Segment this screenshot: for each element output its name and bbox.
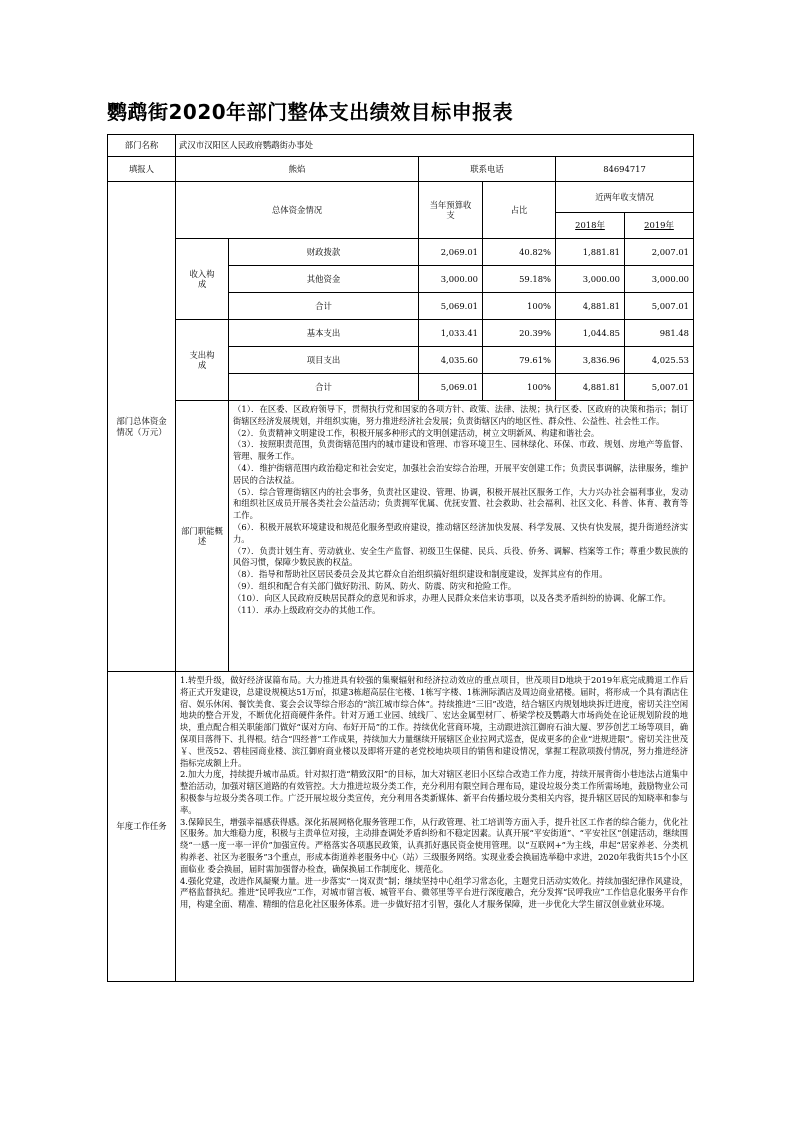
tasks-row xyxy=(108,672,694,982)
income-row-label: 财政拨款 xyxy=(229,239,419,266)
page-title: 鹦鹉街2020年部门整体支出绩效目标申报表 xyxy=(107,100,514,124)
dept-row xyxy=(108,135,694,157)
tasks-item: 2.加大力度，持续提升城市品质。针对拟打造“精致汉阳”的目标，加大对辖区老旧小区综合改造工作力度，持续开展背街小巷违法占道集中整治活动，加强对辖区道路的有效管控。大力推进垃圾分类工作，充分利用有限空间合理布局，建设垃圾分类工作所需场地，鼓励物业公司积极参与垃圾分类各项工作。广泛开展垃圾分类宣传，充分利用各类新媒体、新平台传播垃圾分类相关内容，提升辖区居民的知晓率和参与率。 xyxy=(180,769,689,815)
income-budget: 3,000.00 xyxy=(419,266,483,293)
income-budget: 5,069.01 xyxy=(419,293,483,320)
budget-header: 当年预算收支 xyxy=(419,182,483,239)
expense-2019: 5,007.01 xyxy=(625,374,694,401)
functions-item: （7）．负责计划生育、劳动就业、安全生产监督、初级卫生保健、民兵、兵役、侨务、调解、档案等工作；尊重少数民族的风俗习惯，保障少数民族的权益。 xyxy=(233,545,689,568)
expense-row xyxy=(108,320,694,347)
income-2018: 3,000.00 xyxy=(556,266,625,293)
functions-item: （6）．积极开展软环境建设和规范化服务型政府建设，推动辖区经济加快发展、科学发展、又快有快发展，提升街道经济实力。 xyxy=(233,521,689,544)
tasks-item: 4.强化党建，改进作风凝聚力量。进一步落实“一岗双责”制；继续坚持中心组学习常态化，主题党日活动实效化。持续加强纪律作风建设，严格监督执纪。推进“民呼我应”工作，对城市留言板、城管平台、微邻里等平台进行深度融合，充分发挥“民呼我应”工作信息化服务平台作用，构建全面、精准、精细的信息化社区服务体系。进一步做好招才引智，强化人才服务保障，进一步优化大学生留汉创业就业环境。 xyxy=(180,875,689,910)
tasks-item: 1.转型升级，做好经济谋篇布局。大力推进具有较强的集聚辐射和经济拉动效应的重点项目，世茂项目D地块于2019年底完成腾退工作后将正式开发建设，总建设规模达51万㎡，拟建3栋超高层住宅楼、1栋写字楼、1栋洲际酒店及周边商业裙楼。届时，将形成一个具有酒店住宿、娱乐休闲、餐饮美食、宴会会议等综合形态的“滨江城市综合体”。持续推进“三旧”改造，结合辖区内规划地块拆迁进度，密切关注空闲地块的整合开发，不断优化招商硬件条件。针对万通工业园、绒线厂、宏达金属型材厂、桥梁学校及鹦鹉大市场尚处在论证规划阶段的地块，重点配合相关职能部门做好“谋对方向、布好开局”的工作。持续优化营商环境，主动跟进滨江御府石油大厦、罗莎创艺工场等项目，确保项目落得下、扎得根。结合“四经普”工作成果，持续加大力量继续开展辖区企业拉网式巡查，促成更多的企业“进规进限”。密切关注世茂￥、世茂52、碧桂园商业楼、滨江御府商业楼以及即将开建的老党校地块项目的销售和建设情况，掌握工程款项拨付情况，努力推进经济指标完成额上升。 xyxy=(180,675,689,768)
funds-header-row xyxy=(108,182,694,213)
funds-section-label: 部门总体资金情况（万元） xyxy=(108,182,176,672)
performance-table xyxy=(107,134,694,982)
filler-row xyxy=(108,157,694,182)
dept-name-label: 部门名称 xyxy=(108,135,176,157)
income-row-label: 合计 xyxy=(229,293,419,320)
income-ratio: 40.82% xyxy=(483,239,556,266)
overall-funds-header: 总体资金情况 xyxy=(176,182,419,239)
functions-item: （11）．承办上级政府交办的其他工作。 xyxy=(233,604,381,615)
dept-name-value: 武汉市汉阳区人民政府鹦鹉街办事处 xyxy=(176,135,694,157)
expense-2018: 1,044.85 xyxy=(556,320,625,347)
filler-value: 熊焰 xyxy=(176,157,419,182)
income-2019: 3,000.00 xyxy=(625,266,694,293)
functions-item: （10）．向区人民政府反映居民群众的意见和诉求，办理人民群众来信来访事项，以及各类矛盾纠纷的协调、化解工作。 xyxy=(233,592,671,603)
expense-row-label: 基本支出 xyxy=(229,320,419,347)
income-row xyxy=(108,239,694,266)
expense-2019: 4,025.53 xyxy=(625,347,694,374)
expense-row-label: 合计 xyxy=(229,374,419,401)
expense-ratio: 79.61% xyxy=(483,347,556,374)
functions-item: （3）．按照职责范围，负责街辖范围内的城市建设和管理、市容环境卫生、园林绿化、环保、市政、规划、房地产等监督、管理、服务工作。 xyxy=(233,439,689,462)
income-budget: 2,069.01 xyxy=(419,239,483,266)
expense-label: 支出构成 xyxy=(176,320,229,401)
year-2018-header: 2018年 xyxy=(556,213,625,239)
tasks-label: 年度工作任务 xyxy=(108,672,176,982)
tasks-item: 3.保障民生，增强幸福感获得感。深化拓展网格化服务管理工作，从行政管理、社工培训等方面入手，提升社区工作者的综合能力，优化社区服务。加大维稳力度，积极与主责单位对接，主动排查调处矛盾纠纷和不稳定因素。认真开展“平安街道”、“平安社区”创建活动，继续围绕“一感一度一率一评价”加强宣传。严格落实各项惠民政策，认真抓好惠民资金使用管理。以“互联网+”为主线，串起“居家养老、分类机构养老、社区为老服务”3个重点，形成本街道养老服务中心（站）三级服务网络。实现业委会换届选举稳中求进，2020年我街共15个小区面临业 委会换届，届时需加强督办检查，确保换届工作制度化、规范化。 xyxy=(180,816,689,874)
recent-years-header: 近两年收支情况 xyxy=(556,182,694,213)
income-ratio: 59.18% xyxy=(483,266,556,293)
functions-label: 部门职能概述 xyxy=(176,401,229,672)
income-2019: 2,007.01 xyxy=(625,239,694,266)
expense-row-label: 项目支出 xyxy=(229,347,419,374)
income-2018: 4,881.81 xyxy=(556,293,625,320)
functions-item: （9）．组织和配合有关部门做好防汛、防风、防火、防震、防灾和抢险工作。 xyxy=(233,580,517,591)
functions-item: （5）．综合管理街辖区内的社会事务，负责社区建设、管理、协调，积极开展社区服务工作，大力兴办社会福利事业，发动和组织社区成员开展各类社会公益活动；负责拥军优属、优抚安置、社会救助、社会福利、社区文化、科普、体育、教育等工作。 xyxy=(233,486,689,521)
income-2018: 1,881.81 xyxy=(556,239,625,266)
expense-budget: 4,035.60 xyxy=(419,347,483,374)
functions-text xyxy=(229,401,694,672)
expense-2019: 981.48 xyxy=(625,320,694,347)
income-label: 收入构成 xyxy=(176,239,229,320)
functions-item: （8）．指导和帮助社区居民委员会及其它群众自治组织搞好组织建设和制度建设，发挥其应有的作用。 xyxy=(233,569,608,580)
functions-item: （4）．维护街辖范围内政治稳定和社会安定，加强社会治安综合治理，开展平安创建工作；负责民事调解，法律服务，维护居民的合法权益。 xyxy=(233,462,689,485)
expense-2018: 4,881.81 xyxy=(556,374,625,401)
expense-budget: 5,069.01 xyxy=(419,374,483,401)
expense-2018: 3,836.96 xyxy=(556,347,625,374)
filler-label: 填报人 xyxy=(108,157,176,182)
income-ratio: 100% xyxy=(483,293,556,320)
year-2019-header: 2019年 xyxy=(625,213,694,239)
expense-budget: 1,033.41 xyxy=(419,320,483,347)
expense-ratio: 20.39% xyxy=(483,320,556,347)
functions-item: （2）．负责精神文明建设工作，积极开展多种形式的文明创建活动，树立文明新风、构建和谐社会。 xyxy=(233,427,600,438)
phone-value: 84694717 xyxy=(556,157,694,182)
income-2019: 5,007.01 xyxy=(625,293,694,320)
expense-ratio: 100% xyxy=(483,374,556,401)
functions-row xyxy=(108,401,694,672)
phone-label: 联系电话 xyxy=(419,157,556,182)
ratio-header: 占比 xyxy=(483,182,556,239)
income-row-label: 其他资金 xyxy=(229,266,419,293)
tasks-text xyxy=(176,672,694,982)
functions-item: （1）．在区委、区政府领导下，贯彻执行党和国家的各项方针、政策、法律、法规；执行区委、区政府的决策和指示；制订街辖区经济发展规划，并组织实施，努力推进经济社会发展；负责街辖区内的地区性、群众性、公益性、社会性工作。 xyxy=(233,404,689,426)
